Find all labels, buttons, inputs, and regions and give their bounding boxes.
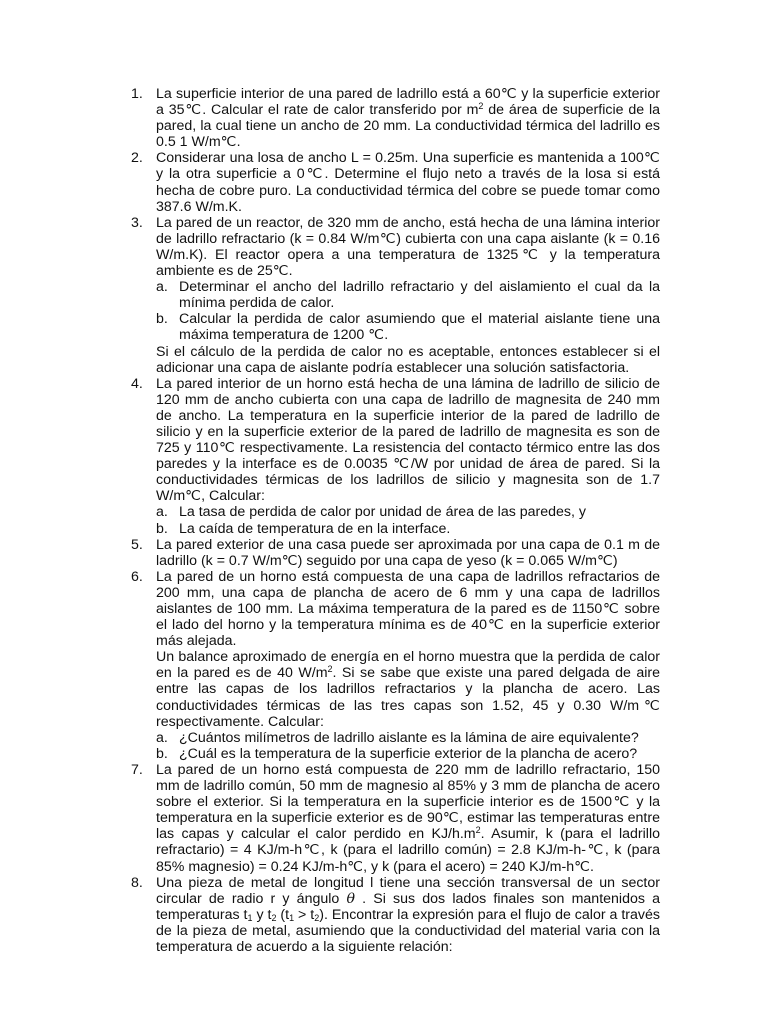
- problem-number: 8.: [131, 874, 143, 891]
- problem-2: [131, 150, 660, 215]
- problem-text: y t: [252, 906, 272, 923]
- problem-text: Considerar una losa de ancho L = 0.25m. Una superficie es mantenida a 100℃ y la otra superficie a 0℃. Determine el flujo neto a través de la losa si está hecha de cobre puro. La conductividad térmica del cobre se puede tomar como 387.6 W/m.K.: [156, 150, 660, 215]
- problem-note: Si el cálculo de la perdida de calor no es aceptable, entonces establecer si el adicionar una capa de aislante podría establecer una solución satisfactoria.: [156, 343, 660, 376]
- subquestion-text: Calcular la perdida de calor asumiendo que el material aislante tiene una máxima temperatura de 1200 ℃.: [179, 311, 660, 344]
- subquestion-b: [156, 745, 660, 762]
- subquestion-a: [156, 279, 660, 312]
- problem-text: ). Encontrar la expresión para el flujo de calor a través de la pieza de metal, asumiendo que la conductividad del material varia con la temperatura de acuerdo a la siguiente relación:: [156, 906, 660, 955]
- problem-text: . Si sus dos lados finales son mantenidos a temperaturas t: [156, 890, 661, 923]
- superscript: 2: [478, 101, 484, 112]
- subquestion-text: La tasa de perdida de calor por unidad de área de las paredes, y: [179, 504, 586, 521]
- theta-symbol: θ: [346, 890, 355, 907]
- problem-text: Una pieza de metal de longitud l tiene una sección transversal de un sector circular de radio r y ángulo: [156, 874, 660, 907]
- problem-number: 4.: [131, 375, 143, 392]
- problem-number: 1.: [131, 86, 143, 102]
- subquestion-b: [156, 520, 660, 537]
- problem-number: 7.: [131, 761, 143, 778]
- problem-text: La pared interior de un horno está hecha de una lámina de ladrillo de silicio de 120 mm de ancho cubierta con una capa de ladrillo de magnesita de 240 mm de ancho. La temperatura en la superficie interior de la pared de ladrillo de silicio y en la superficie exterior de la pared de ladrillo de magnesita es son de 725 y 110℃ respectivamente. La resistencia del contacto térmico entre las dos paredes y la interface es de 0.0035 ℃/W por unidad de área de pared. Si la conductividades térmicas de los ladrillos de silicio y magnesita son de 1.7 W/m℃, Calcular:: [156, 375, 660, 505]
- problem-text: La pared exterior de una casa puede ser aproximada por una capa de 0.1 m de ladrillo (k = 0.7 W/m℃) seguido por una capa de yeso (k = 0.065 W/m℃): [156, 536, 660, 569]
- problem-text: La superficie interior de una pared de ladrillo está a 60℃ y la superficie exterior a 35℃. Calcular el rate de calor transferido por m: [156, 86, 660, 119]
- problem-number: 2.: [131, 150, 143, 167]
- paragraph-text: Un balance aproximado de energía en el horno muestra que la perdida de calor en la pared es de 40 W/m: [156, 649, 660, 682]
- subquestion-text: ¿Cuál es la temperatura de la superficie exterior de la plancha de acero?: [179, 745, 638, 762]
- subquestion-a: [156, 729, 660, 746]
- subquestion-b: [156, 311, 660, 344]
- superscript: 2: [475, 825, 481, 836]
- paragraph-text: . Si se sabe que existe una pared delgada de aire entre las capas de los ladrillos refractarios y la plancha de acero. Las conductividades térmicas de las tres capas son 1.52, 45 y 0.30 W/m℃ respectivamente. Calcular:: [156, 665, 660, 730]
- subquestion-text: ¿Cuántos milímetros de ladrillo aislante es la lámina de aire equivalente?: [179, 729, 639, 746]
- subquestion-letter: a.: [156, 279, 168, 296]
- problem-text: La pared de un horno está compuesta de una capa de ladrillos refractarios de 200 mm, una capa de plancha de acero de 6 mm y una capa de ladrillos aislantes de 100 mm. La máxima temperatura de la pared es de 1150℃ sobre el lado del horno y la temperatura mínima es de 40℃ en la superficie exterior más alejada.: [156, 568, 660, 650]
- subquestion-a: [156, 504, 660, 521]
- problem-1: [131, 86, 661, 151]
- problem-text: > t: [294, 906, 315, 923]
- subscript: 2: [271, 912, 277, 923]
- problem-text: . Asumir, k (para el ladrillo refractario) = 4 KJ/m-h℃, k (para el ladrillo común) = 2.8 KJ/m-h-℃, k (para 85% magnesio) = 0.24 KJ/m-h℃, y k (para el acero) = 240 KJ/m-h℃.: [156, 826, 661, 875]
- problem-text: La pared de un horno está compuesta de 220 mm de ladrillo refractario, 150 mm de ladrillo común, 50 mm de magnesio al 85% y 3 mm de plancha de acero sobre el exterior. Si la temperatura en la superficie interior es de 1500℃ y la temperatura en la superficie exterior es de 90℃, estimar las temperaturas entre las capas y calcular el calor perdido en KJ/h.m: [156, 761, 660, 843]
- subquestion-text: La caída de temperatura de en la interface.: [179, 520, 451, 537]
- subquestion-letter: a.: [156, 729, 168, 746]
- subquestion-list: [156, 279, 660, 343]
- superscript: 2: [327, 664, 333, 675]
- subquestion-letter: b.: [156, 520, 168, 537]
- problem-text: (t: [276, 906, 290, 923]
- subquestion-list: [156, 504, 660, 536]
- problem-list: [131, 86, 661, 955]
- subquestion-letter: b.: [156, 745, 168, 762]
- subscript: 1: [247, 912, 253, 923]
- problem-text: La pared de un reactor, de 320 mm de ancho, está hecha de una lámina interior de ladrillo refractario (k = 0.84 W/m℃) cubierta con una capa aislante (k = 0.16 W/m.K). El reactor opera a una temperatura de 1325℃ y la temperatura ambiente es de 25℃.: [156, 214, 660, 280]
- problem-3: [131, 214, 660, 376]
- problem-number: 6.: [131, 568, 143, 585]
- problem-number: 5.: [131, 536, 143, 553]
- subscript: 1: [289, 912, 295, 923]
- problem-8: [131, 874, 661, 955]
- problem-6: [131, 568, 660, 762]
- problem-paragraph: [156, 649, 660, 729]
- problem-text: de área de superficie de la pared, la cual tiene un ancho de 20 mm. La conductividad térmica del ladrillo es 0.5 1 W/m℃.: [156, 102, 661, 151]
- subquestion-letter: b.: [156, 311, 168, 328]
- subquestion-list: [156, 730, 660, 762]
- subscript: 2: [314, 912, 320, 923]
- problem-number: 3.: [131, 214, 143, 231]
- problem-5: [131, 536, 660, 569]
- problem-7: [131, 761, 661, 875]
- subquestion-letter: a.: [156, 504, 168, 521]
- problem-4: [131, 375, 660, 537]
- subquestion-text: Determinar el ancho del ladrillo refractario y del aislamiento el cual da la mínima perdida de calor.: [179, 279, 660, 312]
